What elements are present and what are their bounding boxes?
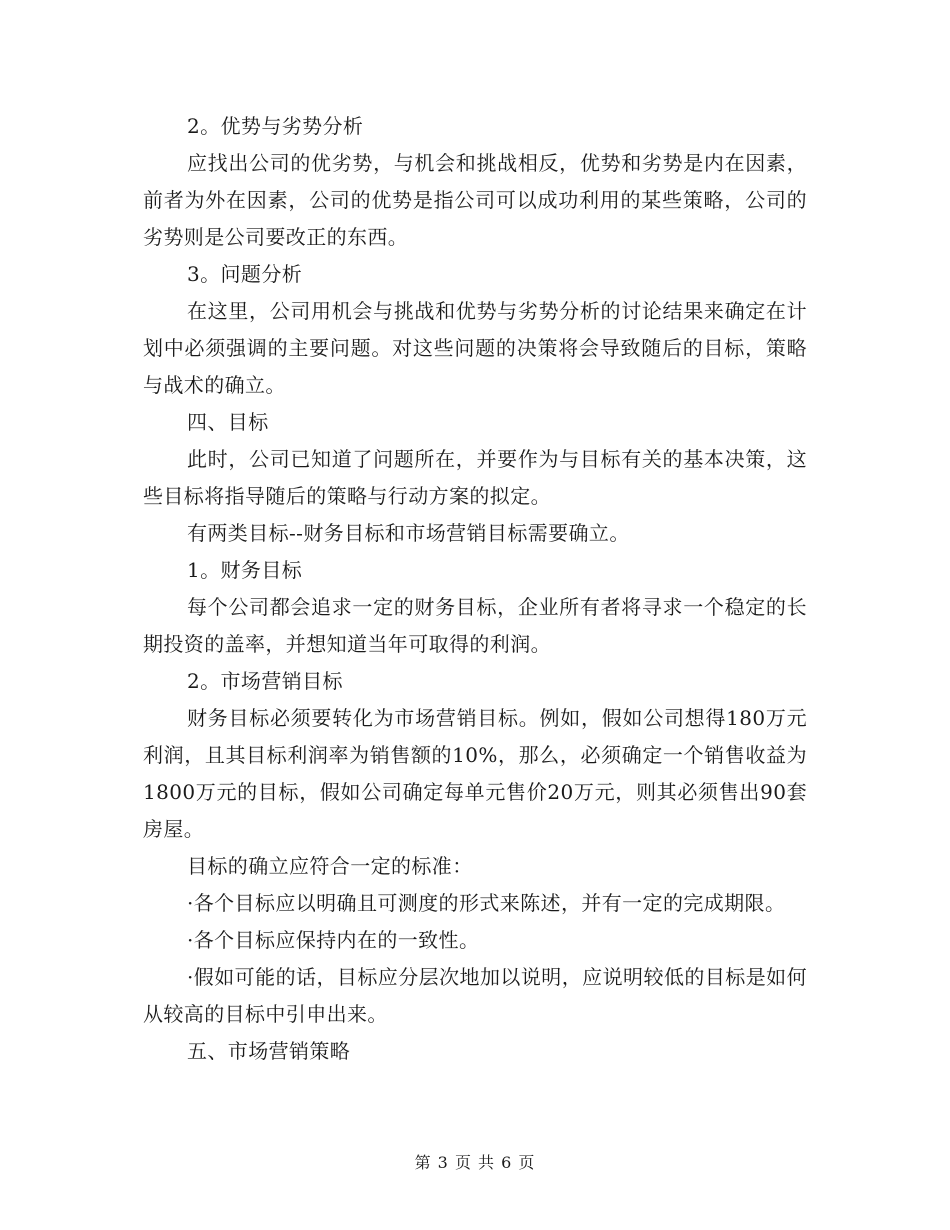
paragraph-objectives-intro: 此时，公司已知道了问题所在，并要作为与目标有关的基本决策，这些目标将指导随后的策略与行动方案的拟定。	[143, 447, 807, 508]
section-heading-financial-objectives: 1。财务目标	[187, 558, 303, 582]
paragraph-strengths-weaknesses: 应找出公司的优劣势，与机会和挑战相反，优势和劣势是内在因素，前者为外在因素，公司的优势是指公司可以成功利用的某些策略，公司的劣势则是公司要改正的东西。	[143, 151, 807, 249]
paragraph-two-types-objectives: 有两类目标--财务目标和市场营销目标需要确立。	[187, 521, 630, 545]
section-heading-objectives: 四、目标	[187, 410, 269, 434]
section-heading-problem-analysis: 3。问题分析	[187, 262, 303, 286]
paragraph-financial-objectives: 每个公司都会追求一定的财务目标，企业所有者将寻求一个稳定的长期投资的盖率，并想知道当年可取得的利润。	[143, 595, 807, 656]
section-heading-strengths-weaknesses: 2。优势与劣势分析	[187, 114, 364, 138]
bullet-item-consistent: ·各个目标应保持内在的一致性。	[187, 928, 480, 952]
section-heading-marketing-strategy: 五、市场营销策略	[187, 1039, 351, 1063]
section-heading-marketing-objectives: 2。市场营销目标	[187, 669, 343, 693]
paragraph-objective-criteria: 目标的确立应符合一定的标准：	[187, 854, 473, 878]
bullet-item-measurable: ·各个目标应以明确且可测度的形式来陈述，并有一定的完成期限。	[187, 891, 786, 915]
paragraph-marketing-objectives: 财务目标必须要转化为市场营销目标。例如，假如公司想得180万元利润，且其目标利润率为销售额的10%，那么，必须确定一个销售收益为1800万元的目标，假如公司确定每单元售价20万元，则其必须售出90套房屋。	[143, 706, 807, 841]
document-body	[143, 108, 807, 1070]
bullet-item-hierarchical: ·假如可能的话，目标应分层次地加以说明，应说明较低的目标是如何从较高的目标中引申出来。	[143, 965, 807, 1026]
page-footer: 第 3 页 共 6 页	[414, 1153, 536, 1172]
paragraph-problem-analysis: 在这里，公司用机会与挑战和优势与劣势分析的讨论结果来确定在计划中必须强调的主要问题。对这些问题的决策将会导致随后的目标，策略与战术的确立。	[143, 299, 807, 397]
